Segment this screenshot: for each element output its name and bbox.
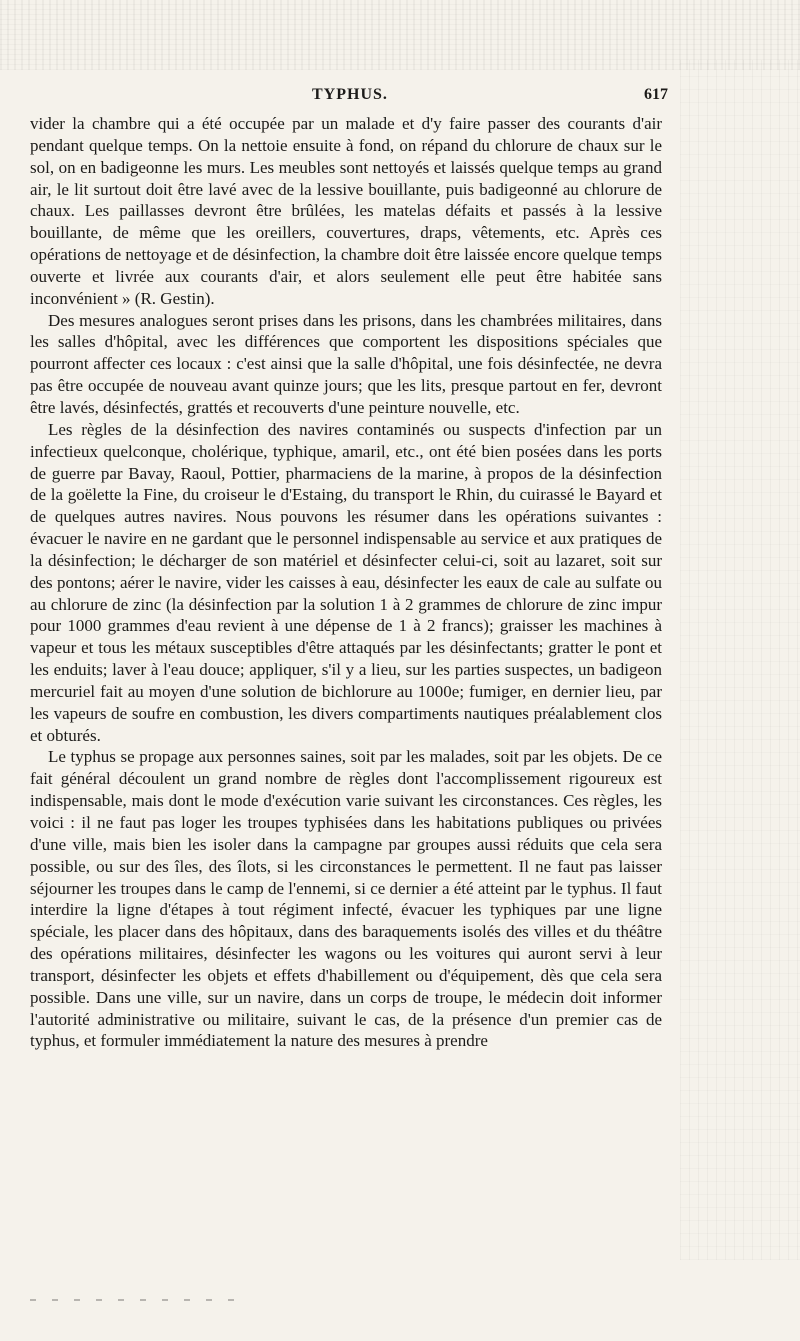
scan-footer-marks [30,1299,250,1301]
paragraph-4: Le typhus se propage aux personnes saines, soit par les malades, soit par les objets. De ce fait général découlent un grand nombre de règles dont l'accomplissement rigoureux est indispensable, mais dont le mode d'exécution varie suivant les circonstances. Ces règles, les voici : il ne faut pas loger les troupes typhisées dans les habitations publiques ou privées d'une ville, mais bien les isoler dans la campagne par groupes aussi réduits que cela sera possible, ou sur des îles, des îlots, si les circonstances le permettent. Il ne faut pas laisser séjourner les troupes dans le camp de l'ennemi, si ce dernier a été atteint par le typhus. Il faut interdire la ligne d'étapes à tout régiment infecté, évacuer les typhiques par une ligne spéciale, les placer dans des hôpitaux, dans des baraquements isolés des villes et du théâtre des opérations militaires, désinfecter les wagons ou les voitures qui auront servi à leur transport, désinfecter les objets et effets d'habillement ou d'équipement, dès que cela sera possible. Dans une ville, sur un navire, dans un corps de troupe, le médecin doit informer l'autorité administrative ou militaire, suivant le cas, de la présence d'un premier cas de typhus, et formuler immédiatement la nature des mesures à prendre [30,747,662,1051]
running-title: TYPHUS. [312,86,388,103]
paragraph-3: Les règles de la désinfection des navires contaminés ou suspects d'infection par un infectieux quelconque, cholérique, typhique, amaril, etc., ont été bien posées dans les ports de guerre par Bavay, Raoul, Pottier, pharmaciens de la marine, à propos de la désinfection de la goëlette la Fine, du croiseur le d'Estaing, du transport le Rhin, du cuirassé le Bayard et de quelques autres navires. Nous pouvons les résumer dans les opérations suivantes : évacuer le navire en ne gardant que le personnel indispensable au service et aux pratiques de la désinfection; le décharger de son matériel et désinfecter celui-ci, soit au lazaret, soit sur des pontons; aérer le navire, vider les caisses à eau, désinfecter les eaux de cale au sulfate ou au chlorure de zinc (la désinfection par la solution 1 à 2 grammes de chlorure de zinc impur pour 1000 grammes d'eau revient à une dépense de 1 à 2 francs); graisser les machines à vapeur et tous les métaux susceptibles d'être attaqués par les désinfectants; gratter le pont et les enduits; laver à l'eau douce; appliquer, s'il y a lieu, sur les parties suspectes, un badigeon mercuriel fait au moyen d'une solution de bichlorure au 1000e; fumiger, en dernier lieu, par les vapeurs de soufre en combustion, les divers compartiments nautiques préalablement clos et obturés. [30,419,662,745]
scan-noise-right [680,60,800,1260]
page-header [60,86,668,108]
body-text [30,113,662,1052]
page-number: 617 [644,86,668,103]
paragraph-2: Des mesures analogues seront prises dans les prisons, dans les chambrées militaires, dans les salles d'hôpital, avec les différences que comportent les dispositions spéciales que pourront affecter ces locaux : c'est ainsi que la salle d'hôpital, une fois désinfectée, ne devra pas être occupée de nouveau avant quinze jours; que les lits, presque partout en fer, devront être lavés, désinfectés, grattés et recouverts d'une peinture nouvelle, etc. [30,310,662,417]
paragraph-1: vider la chambre qui a été occupée par un malade et d'y faire passer des courants d'air pendant quelque temps. On la nettoie ensuite à fond, on répand du chlorure de chaux sur le sol, on en badigeonne les murs. Les meubles sont nettoyés et laissés quelque temps au grand air, le lit surtout doit être lavé avec de la lessive bouillante, puis badigeonné au chlorure de chaux. Les paillasses devront être brûlées, les matelas défaits et passés à la lessive bouillante, de même que les oreillers, couvertures, draps, vêtements, etc. Après ces opérations de nettoyage et de désinfection, la chambre doit être laissée encore quelque temps ouverte et livrée aux courants d'air, et alors seulement elle peut être habitée sans inconvénient » (R. Gestin). [30,114,662,308]
